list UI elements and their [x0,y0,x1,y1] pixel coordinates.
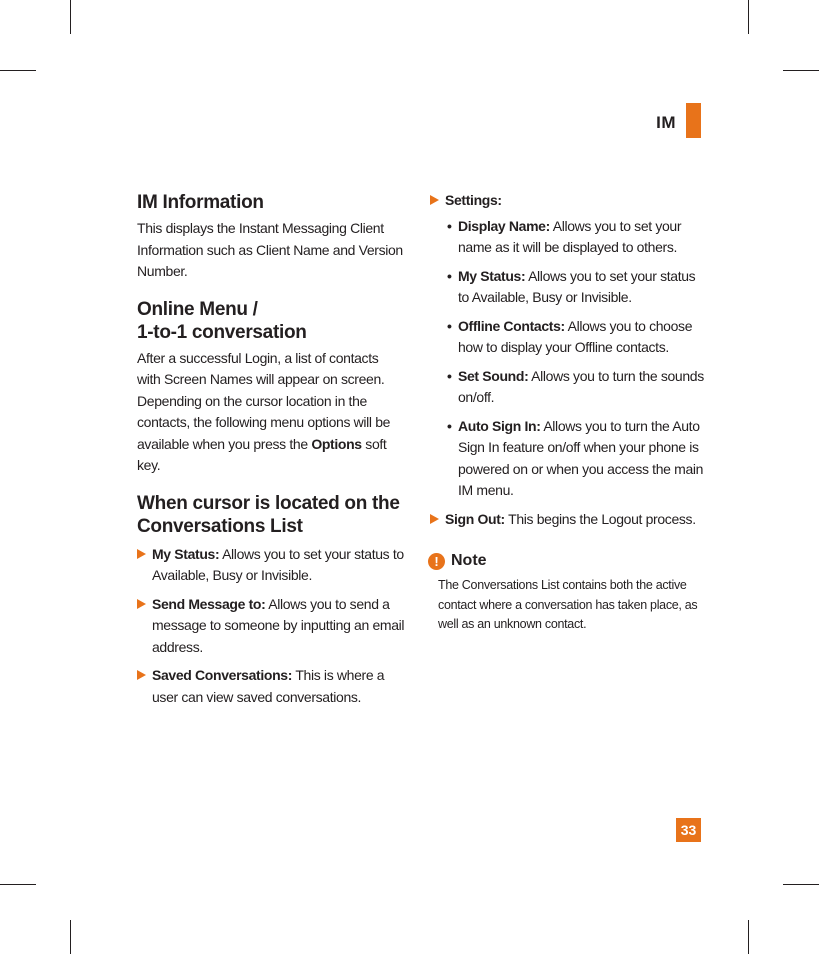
settings-item-offline-contacts [430,316,705,359]
right-column [430,190,705,537]
list-item-saved-conversations [137,665,405,708]
bullet-dot-icon: • [447,217,452,234]
item-text: This is where a user can view saved conversations. [152,667,385,705]
crop-mark-bottom-right-vertical [748,920,749,954]
im-information-heading: IM Information [137,192,264,213]
list-item-my-status [137,544,405,587]
note-title: Note [451,552,487,569]
note-text: The Conversations List contains both the active contact where a conversation has taken place, as well as an unknown contact. [438,578,698,631]
item-label: My Status: [152,545,220,562]
online-menu-heading-line1: Online Menu / [137,298,258,320]
crop-mark-top-left-vertical [70,0,71,34]
cursor-section-heading-line2: Conversations List [137,515,303,537]
item-label: My Status: [458,267,526,284]
item-text: Allows you to set your status to Available, Busy or Invisible. [458,267,696,305]
cursor-section-heading [137,492,405,538]
item-label: Offline Contacts: [458,317,565,334]
section-tab-marker [686,103,701,138]
bullet-dot-icon: • [447,267,452,284]
left-column [137,191,405,715]
item-label: Set Sound: [458,367,529,384]
triangle-bullet-icon [430,195,439,205]
settings-item-set-sound [430,366,705,409]
item-text: Allows you to turn the Auto Sign In feature on/off when your phone is powered on or when you access the main IM menu. [458,417,704,498]
triangle-bullet-icon [430,514,439,524]
item-label: Display Name: [458,217,550,234]
online-menu-heading-line2: 1-to-1 conversation [137,321,307,343]
page-number: 33 [676,818,701,842]
settings-label: Settings: [445,192,502,208]
item-label: Auto Sign In: [458,417,541,434]
online-menu-heading [137,298,405,344]
im-information-text: This displays the Instant Messaging Client Information such as Client Name and Version Number. [137,220,403,279]
crop-mark-bottom-left-vertical [70,920,71,954]
crop-mark-bottom-right-horizontal [783,884,819,885]
triangle-bullet-icon [137,599,146,609]
crop-mark-top-right-vertical [748,0,749,34]
item-text: Allows you to send a message to someone by inputting an email address. [152,595,405,655]
item-text: This begins the Logout process. [504,510,696,527]
item-label: Sign Out: [445,510,505,527]
bullet-dot-icon: • [447,417,452,434]
settings-item-auto-sign-in [430,416,705,502]
triangle-bullet-icon [137,670,146,680]
settings-item-display-name [430,216,705,259]
item-text: Allows you to set your status to Available, Busy or Invisible. [152,545,404,583]
settings-item [430,190,705,212]
bullet-dot-icon: • [447,367,452,384]
online-menu-text [137,348,405,477]
bullet-dot-icon: • [447,317,452,334]
online-menu-text-after: soft key. [137,435,387,473]
list-item-send-message [137,594,405,659]
triangle-bullet-icon [137,549,146,559]
item-text: Allows you to choose how to display your Offline contacts. [458,317,693,355]
note-header [428,552,703,570]
crop-mark-top-right-horizontal [783,70,819,71]
options-keyword: Options [311,435,362,452]
item-label: Saved Conversations: [152,667,293,683]
online-menu-text-before: After a successful Login, a list of contacts with Screen Names will appear on screen. Depending on the cursor location in the contacts, the following menu options will be available when you press the [137,349,391,452]
item-text: Allows you to set your name as it will be displayed to others. [458,217,682,255]
cursor-section-heading-line1: When cursor is located on the [137,492,400,514]
section-title: IM [656,113,676,132]
note-box [428,552,703,635]
settings-item-my-status [430,266,705,309]
item-label: Send Message to: [152,595,266,612]
crop-mark-bottom-left-horizontal [0,884,36,885]
exclamation-icon: ! [428,553,445,570]
crop-mark-top-left-horizontal [0,70,36,71]
item-text: Allows you to turn the sounds on/off. [458,367,704,405]
list-item-sign-out [430,509,705,531]
